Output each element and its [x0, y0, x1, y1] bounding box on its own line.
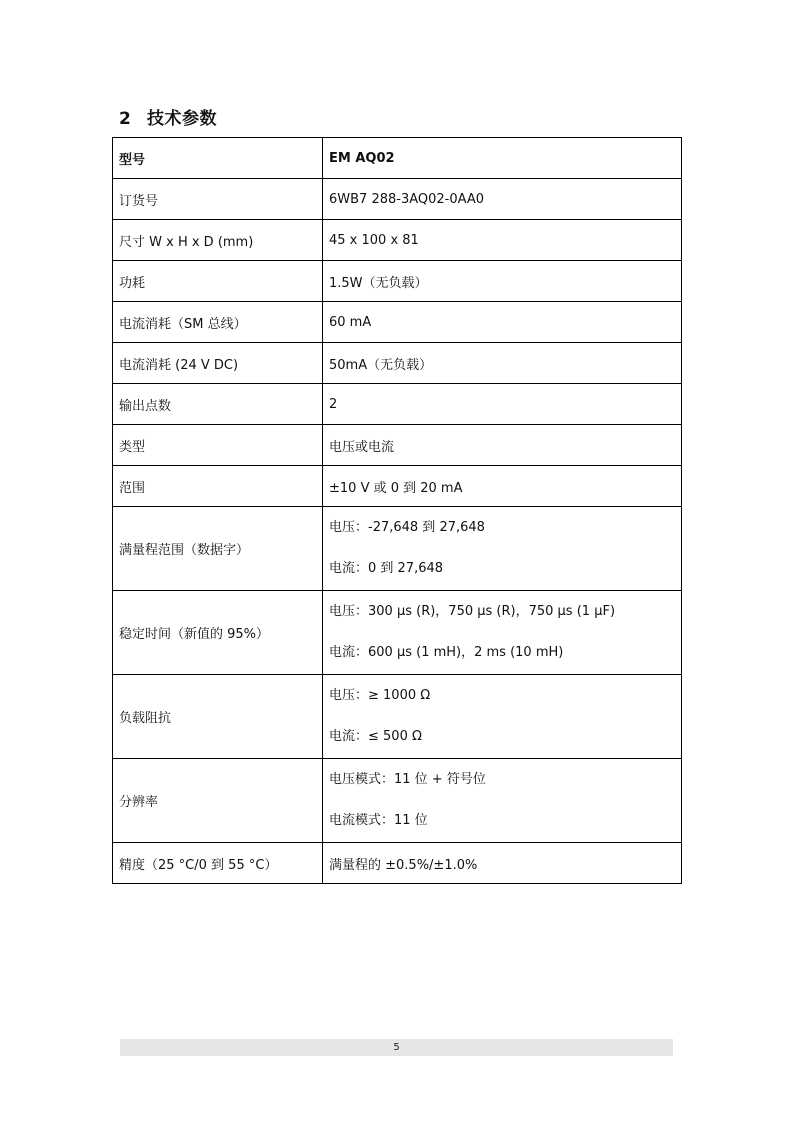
- row-value-line: 电压：-27,648 到 27,648: [329, 520, 485, 535]
- row-value: ±10 V 或 0 到 20 mA: [323, 466, 682, 507]
- header-value-cell: EM AQ02: [323, 138, 682, 179]
- table-row: [113, 675, 682, 759]
- row-value: [323, 759, 682, 843]
- table-row: [113, 425, 682, 466]
- row-value-line: 电流：0 到 27,648: [329, 561, 444, 576]
- row-label: 电流消耗（SM 总线）: [113, 302, 323, 343]
- spec-table: [112, 137, 682, 884]
- table-row: [113, 384, 682, 425]
- row-value-line: 电流：600 μs (1 mH)，2 ms (10 mH): [329, 645, 564, 660]
- row-value-line: 电流模式：11 位: [329, 813, 428, 828]
- table-row: [113, 466, 682, 507]
- row-label: 电流消耗 (24 V DC): [113, 343, 323, 384]
- row-label: 尺寸 W x H x D (mm): [113, 220, 323, 261]
- section-heading: [119, 104, 217, 129]
- table-row: [113, 220, 682, 261]
- table-row: [113, 261, 682, 302]
- section-number: 2: [119, 109, 132, 129]
- row-value: 60 mA: [323, 302, 682, 343]
- row-label: 订货号: [113, 179, 323, 220]
- row-label: 范围: [113, 466, 323, 507]
- row-value: 1.5W（无负载）: [323, 261, 682, 302]
- row-label: 稳定时间（新值的 95%）: [113, 591, 323, 675]
- row-value: 50mA（无负载）: [323, 343, 682, 384]
- row-label: 满量程范围（数据字）: [113, 507, 323, 591]
- table-row: [113, 843, 682, 884]
- table-row: [113, 343, 682, 384]
- row-value-line: 电压：≥ 1000 Ω: [329, 688, 431, 703]
- page-number: 5: [393, 1042, 400, 1053]
- row-label: 分辨率: [113, 759, 323, 843]
- table-row: [113, 507, 682, 591]
- header-label-cell: 型号: [113, 138, 323, 179]
- page-footer: [120, 1039, 673, 1056]
- table-row: [113, 302, 682, 343]
- row-value: 满量程的 ±0.5%/±1.0%: [323, 843, 682, 884]
- row-value: [323, 675, 682, 759]
- row-value: 2: [323, 384, 682, 425]
- row-label: 类型: [113, 425, 323, 466]
- table-header-row: [113, 138, 682, 179]
- row-value: [323, 591, 682, 675]
- row-value-line: 电压模式：11 位 + 符号位: [329, 772, 486, 787]
- table-row: [113, 759, 682, 843]
- row-value: 电压或电流: [323, 425, 682, 466]
- row-value: [323, 507, 682, 591]
- row-value-line: 电流：≤ 500 Ω: [329, 729, 422, 744]
- row-label: 精度（25 °C/0 到 55 °C）: [113, 843, 323, 884]
- row-value-line: 电压：300 μs (R)，750 μs (R)，750 μs (1 μF): [329, 604, 616, 619]
- row-label: 输出点数: [113, 384, 323, 425]
- row-value: 45 x 100 x 81: [323, 220, 682, 261]
- table-row: [113, 591, 682, 675]
- section-title: 技术参数: [147, 109, 217, 129]
- table-row: [113, 179, 682, 220]
- row-value: 6WB7 288-3AQ02-0AA0: [323, 179, 682, 220]
- row-label: 功耗: [113, 261, 323, 302]
- row-label: 负载阻抗: [113, 675, 323, 759]
